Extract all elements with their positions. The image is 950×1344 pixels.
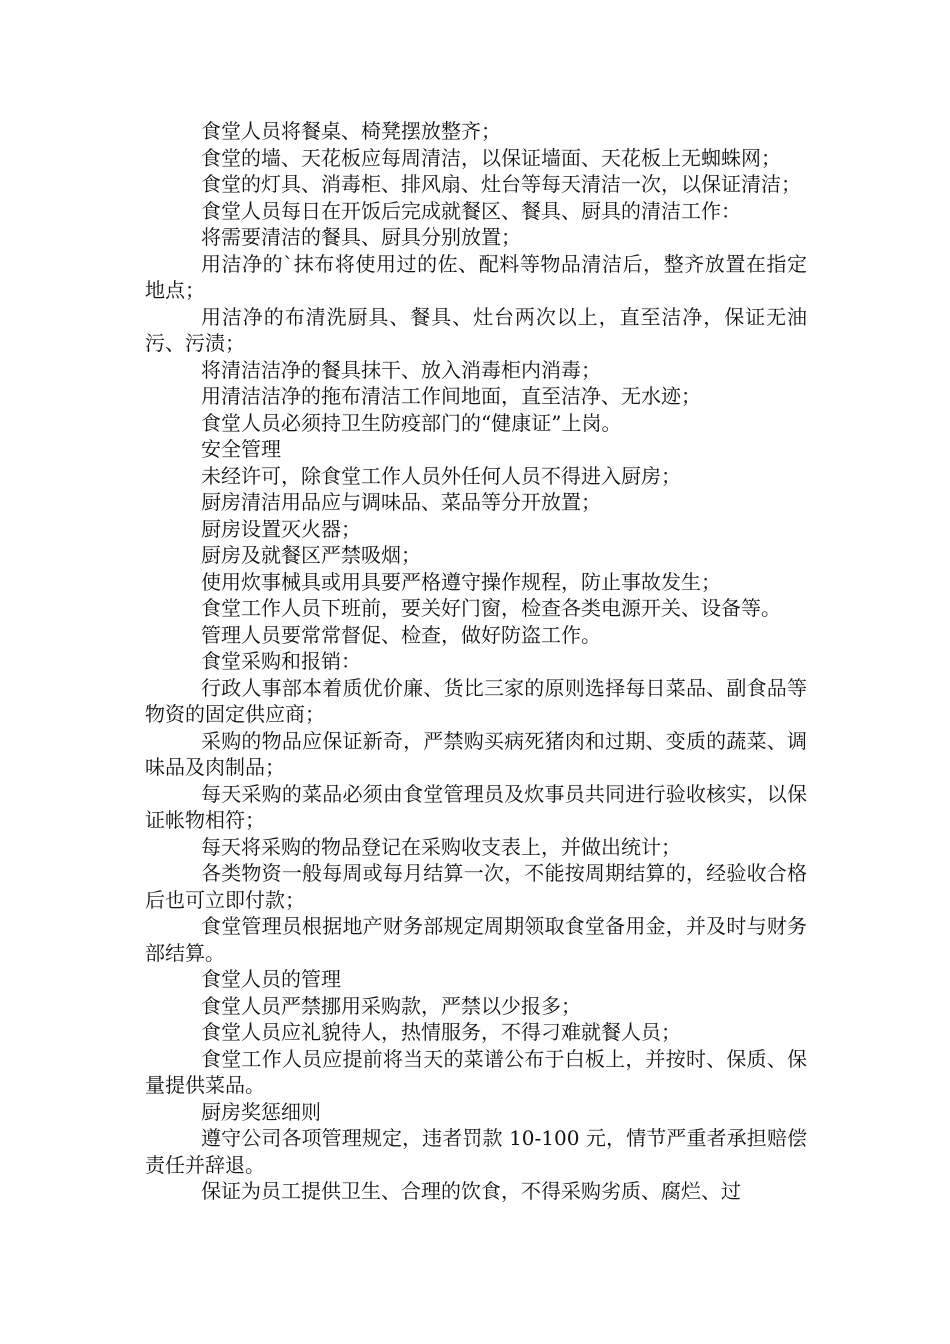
document-body bbox=[145, 118, 807, 1205]
paragraph-21: 采购的物品应保证新奇，严禁购买病死猪肉和过期、变质的蔬菜、调味品及肉制品； bbox=[145, 728, 807, 779]
paragraph-22: 每天采购的菜品必须由食堂管理员及炊事员共同进行验收核实，以保证帐物相符； bbox=[145, 781, 807, 832]
paragraph-29: 食堂工作人员应提前将当天的菜谱公布于白板上，并按时、保质、保量提供菜品。 bbox=[145, 1046, 807, 1097]
paragraph-3: 食堂的灯具、消毒柜、排风扇、灶台等每天清洁一次，以保证清洁； bbox=[201, 172, 801, 196]
paragraph-7: 用洁净的布清洗厨具、餐具、灶台两次以上，直至洁净，保证无油污、污渍； bbox=[145, 304, 807, 355]
paragraph-2: 食堂的墙、天花板应每周清洁，以保证墙面、天花板上无蜘蛛网； bbox=[201, 145, 781, 170]
paragraph-5: 将需要清洁的餐具、厨具分别放置； bbox=[201, 225, 521, 249]
paragraph-16: 使用炊事械具或用具要严格遵守操作规程，防止事故发生； bbox=[201, 569, 721, 594]
paragraph-23: 每天将采购的物品登记在采购收支表上，并做出统计； bbox=[201, 834, 681, 859]
section-heading-purchasing: 食堂采购和报销： bbox=[201, 649, 361, 673]
paragraph-8: 将清洁洁净的餐具抹干、放入消毒柜内消毒； bbox=[201, 357, 601, 382]
section-heading-safety: 安全管理 bbox=[201, 437, 281, 461]
paragraph-14: 厨房设置灭火器； bbox=[201, 516, 361, 541]
paragraph-10: 食堂人员必须持卫生防疫部门的“健康证”上岗。 bbox=[201, 410, 622, 435]
paragraph-32: 保证为员工提供卫生、合理的饮食，不得采购劣质、腐烂、过 bbox=[201, 1179, 741, 1203]
paragraph-27: 食堂人员严禁挪用采购款，严禁以少报多； bbox=[201, 993, 581, 1018]
paragraph-31: 遵守公司各项管理规定，违者罚款 10-100 元，情节严重者承担赔偿责任并辞退。 bbox=[145, 1126, 807, 1177]
paragraph-15: 厨房及就餐区严禁吸烟； bbox=[201, 543, 421, 567]
paragraph-28: 食堂人员应礼貌待人，热情服务，不得刁难就餐人员； bbox=[201, 1020, 681, 1044]
paragraph-4: 食堂人员每日在开饭后完成就餐区、餐具、厨具的清洁工作： bbox=[201, 198, 741, 223]
paragraph-20: 行政人事部本着质优价廉、货比三家的原则选择每日菜品、副食品等物资的固定供应商； bbox=[145, 675, 807, 726]
paragraph-25: 食堂管理员根据地产财务部规定周期领取食堂备用金，并及时与财务部结算。 bbox=[145, 914, 807, 965]
paragraph-18: 管理人员要常常督促、检查，做好防盗工作。 bbox=[201, 622, 601, 647]
paragraph-6: 用洁净的`抹布将使用过的佐、配料等物品清洁后，整齐放置在指定地点； bbox=[145, 251, 807, 302]
paragraph-9: 用清洁洁净的拖布清洁工作间地面，直至洁净、无水迹； bbox=[201, 384, 701, 408]
paragraph-12: 未经许可，除食堂工作人员外任何人员不得进入厨房； bbox=[201, 463, 681, 488]
paragraph-17: 食堂工作人员下班前，要关好门窗，检查各类电源开关、设备等。 bbox=[201, 596, 781, 620]
paragraph-13: 厨房清洁用品应与调味品、菜品等分开放置； bbox=[201, 490, 601, 514]
section-heading-staff: 食堂人员的管理 bbox=[201, 967, 341, 991]
paragraph-1: 食堂人员将餐桌、椅凳摆放整齐； bbox=[201, 119, 501, 143]
section-heading-rewards: 厨房奖惩细则 bbox=[201, 1099, 321, 1124]
paragraph-24: 各类物资一般每周或每月结算一次，不能按周期结算的，经验收合格后也可立即付款； bbox=[145, 861, 807, 912]
